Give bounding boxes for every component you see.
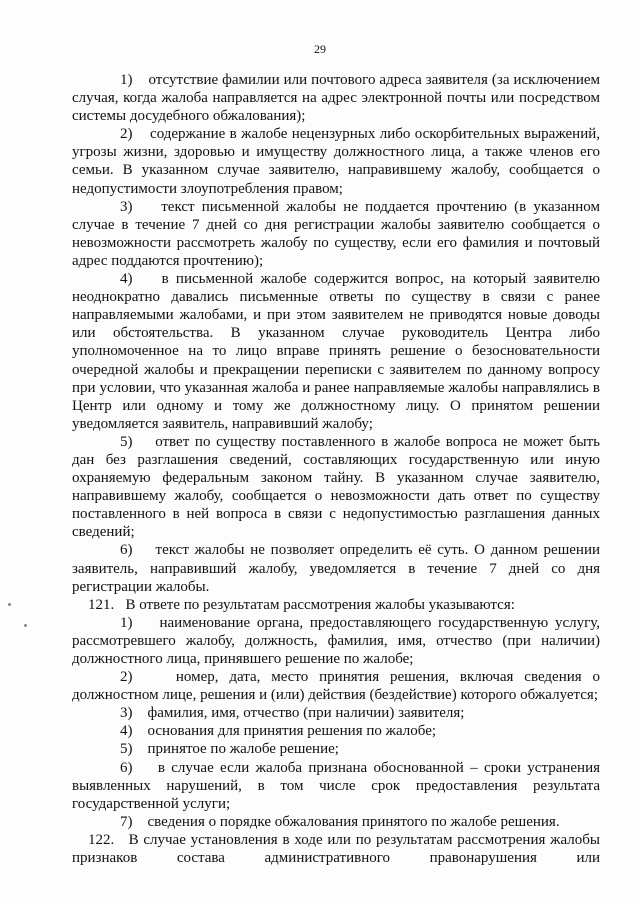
list-item: 1) отсутствие фамилии или почтового адреса заявителя (за исключением случая, когда жалоба направляется на адрес электронной почты или посредством системы досудебного обжалования); bbox=[72, 72, 600, 125]
list-item: 1) наименование органа, предоставляющего государственную услугу, рассмотревшего жалобу, должность, фамилия, имя, отчество (при наличии) должностного лица, принявшего решение по жалобе; bbox=[72, 614, 600, 667]
scan-speck bbox=[8, 603, 11, 606]
list-item: 6) в случае если жалоба признана обоснованной – сроки устранения выявленных нарушений, в том числе срок предоставления результата государственной услуги; bbox=[72, 759, 600, 812]
section-paragraph: 122. В случае установления в ходе или по результатам рассмотрения жалобы признаков состава административного правонарушения или bbox=[72, 831, 600, 867]
list-item: 3) фамилия, имя, отчество (при наличии) заявителя; bbox=[120, 705, 465, 722]
list-item: 5) ответ по существу поставленного в жалобе вопроса не может быть дан без разглашения сведений, составляющих государственную или иную охраняемую федеральным законом тайну. В указанном случае заявителю, направившему жалобу, сообщается о невозможности дать ответ по существу поставленного в ней вопроса в связи с недопустимостью разглашения данных сведений; bbox=[72, 433, 600, 541]
scan-speck bbox=[24, 624, 27, 627]
page-number: 29 bbox=[314, 42, 326, 56]
list-item: 3) текст письменной жалобы не поддается прочтению (в указанном случае в течение 7 дней со дня регистрации жалобы заявителю сообщается о невозможности рассмотреть жалобу по существу, если его фамилия и почтовый адрес поддаются прочтению); bbox=[72, 198, 600, 269]
list-item: 7) сведения о порядке обжалования принятого по жалобе решения. bbox=[120, 813, 560, 830]
list-item: 2) номер, дата, место принятия решения, включая сведения о должностном лице, решения и (или) действия (бездействие) которого обжалуется; bbox=[72, 669, 600, 704]
list-item: 4) основания для принятия решения по жалобе; bbox=[120, 723, 437, 740]
list-item: 4) в письменной жалобе содержится вопрос, на который заявителю неоднократно давались письменные ответы по существу в связи с ранее направляемыми жалобами, и при этом заявителем не приводятся новые доводы или обстоятельства. В указанном случае руководитель Центра либо уполномоченное на то лицо вправе принять решение о безосновательности очередной жалобы и прекращении переписки с заявителем по данному вопросу при условии, что указанная жалоба и ранее направляемые жалобы направлялись в Центр или одному и тому же должностному лицу. О принятом решении уведомляется заявитель, направивший жалобу; bbox=[72, 271, 600, 432]
list-item: 2) содержание в жалобе нецензурных либо оскорбительных выражений, угрозы жизни, здоровью и имуществу должностного лица, а также членов его семьи. В указанном случае заявителю, направившему жалобу, сообщается о недопустимости злоупотребления правом; bbox=[72, 126, 600, 197]
document-body bbox=[72, 71, 600, 867]
list-item: 6) текст жалобы не позволяет определить её суть. О данном решении заявитель, направивший жалобу, уведомляется в течение 7 дней со дня регистрации жалобы. bbox=[72, 542, 600, 595]
list-item: 5) принятое по жалобе решение; bbox=[120, 741, 339, 758]
section-paragraph: 121. В ответе по результатам рассмотрения жалобы указываются: bbox=[88, 596, 515, 613]
